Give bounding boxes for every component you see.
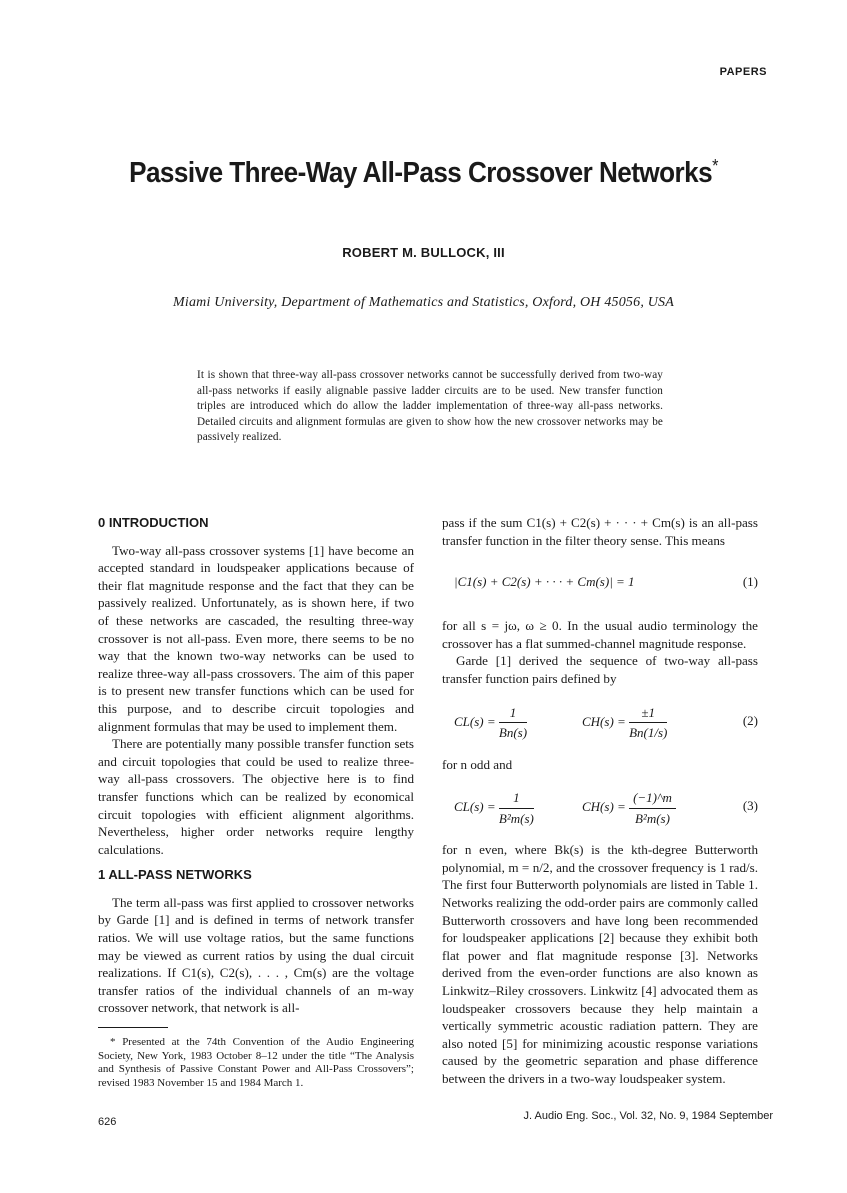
equation-number: (1)	[742, 574, 758, 590]
equation-2	[442, 700, 758, 744]
body-paragraph: There are potentially many possible transfer function sets and circuit topologies that could be used to realize three-way all-pass crossovers. The objective here is to find transfer functions which can be realized by economical circuit topologies with efficient alignment algorithms. Nevertheless, higher order networks require lengthy calculations.	[98, 736, 414, 857]
abstract: It is shown that three-way all-pass crossover networks cannot be successfully derived from two-way all-pass networks if easily alignable passive ladder circuits are to be used. New transfer function triples are introduced which do allow the ladder implementation of three-way all-pass networks. Detailed circuits and alignment formulas are given to show how the new crossover networks may be passively realized.	[197, 369, 663, 443]
section-gap	[98, 858, 414, 866]
equation-lhs: CH(s) =	[582, 713, 626, 729]
section-heading-introduction: 0 INTRODUCTION	[98, 515, 209, 530]
equation-3-high	[582, 789, 676, 827]
title-text: Passive Three-Way All-Pass Crossover Networks	[129, 157, 713, 189]
equation-3-low	[454, 789, 534, 827]
equation-3	[442, 785, 758, 829]
equation-1-expression: |C1(s) + C2(s) + · · · + Cm(s)| = 1	[454, 574, 635, 590]
equation-2-high	[582, 704, 667, 742]
equation-lhs: CL(s) =	[454, 713, 496, 729]
equation-1	[442, 561, 758, 605]
right-column	[442, 514, 758, 1087]
body-paragraph: for n odd and	[442, 756, 513, 772]
numerator: 1	[499, 704, 527, 724]
denominator: B²m(s)	[498, 810, 534, 826]
numerator: (−1)^m	[629, 789, 676, 809]
section-heading-all-pass-networks: 1 ALL-PASS NETWORKS	[98, 867, 252, 883]
fraction	[499, 789, 534, 827]
numerator: 1	[499, 789, 534, 809]
body-paragraph: for all s = jω, ω ≥ 0. In the usual audio terminology the crossover has a flat summed-channel magnitude response.	[442, 618, 758, 651]
body-paragraph: Garde [1] derived the sequence of two-way all-pass transfer function pairs defined by	[442, 653, 758, 686]
left-column	[98, 514, 414, 1090]
denominator: Bn(1/s)	[629, 725, 668, 741]
fraction	[629, 789, 676, 827]
title-footnote-mark: *	[712, 156, 718, 176]
fraction	[499, 704, 527, 742]
section-label: PAPERS	[719, 66, 767, 78]
fraction	[629, 704, 667, 742]
journal-reference: J. Audio Eng. Soc., Vol. 32, No. 9, 1984 September	[523, 1110, 773, 1122]
footnote: * Presented at the 74th Convention of the Audio Engineering Society, New York, 1983 October 8–12 under the title “The Analysis and Synthesis of Passive Constant Power and All-Pass Crossovers”; revised 1983 November 15 and 1984 March 1.	[98, 1036, 414, 1089]
body-paragraph: for n even, where Bk(s) is the kth-degree Butterworth polynomial, m = n/2, and the crossover frequency is 1 rad/s. The first four Butterworth polynomials are listed in Table 1. Networks realizing the odd-order pairs are commonly called Butterworth crossovers and have long been recommended for loudspeaker applications [2] because they exhibit both flat power and flat magnitude response [3]. Networks derived from the even-order functions are also known as Linkwitz–Riley crossovers. Linkwitz [4] advocated them as loudspeaker crossovers because they help maintain a vertically symmetric acoustic radiation pattern. They are also noted [5] for minimizing acoustic response variations caused by the geometric separation and phase difference between the drivers in a two-way loudspeaker system.	[442, 842, 758, 1086]
denominator: Bn(s)	[498, 725, 528, 741]
body-paragraph: The term all-pass was first applied to crossover networks by Garde [1] and is defined in terms of network transfer ratios. We will use voltage ratios, but the same functions may be viewed as current ratios by using the dual circuit realizations. If C1(s), C2(s), . . . , Cm(s) are the voltage transfer ratios of the individual channels of an m-way crossover network, that network is all-	[98, 894, 414, 1016]
author-affiliation: Miami University, Department of Mathematics and Statistics, Oxford, OH 45056, USA	[173, 295, 674, 310]
paper-title	[42, 156, 804, 190]
equation-number: (2)	[742, 712, 758, 728]
author-name: ROBERT M. BULLOCK, III	[342, 245, 505, 260]
numerator: ±1	[629, 704, 667, 724]
equation-lhs: CH(s) =	[582, 799, 626, 815]
page-number: 626	[98, 1116, 117, 1128]
equation-number: (3)	[742, 798, 758, 814]
footnote-rule	[98, 1027, 168, 1028]
denominator: B²m(s)	[634, 810, 670, 826]
body-paragraph: Two-way all-pass crossover systems [1] have become an accepted standard in loudspeaker applications because of their flat magnitude response and the fact that they can be passively realized. Unfortunately, as is shown here, if two of these networks are cascaded, the resulting three-way crossover is not all-pass. Even more, there seems to be no way that the known two-way networks can be used to realize three-way all-pass crossovers. The aim of this paper is to present new transfer functions which can be used for this purpose, and to describe circuit topologies and alignment formulas that may be used to implement them.	[98, 542, 414, 734]
body-paragraph: pass if the sum C1(s) + C2(s) + · · · + Cm(s) is an all-pass transfer function in the filter theory sense. This means	[442, 515, 758, 548]
equation-2-low	[454, 704, 527, 742]
equation-lhs: CL(s) =	[454, 799, 496, 815]
